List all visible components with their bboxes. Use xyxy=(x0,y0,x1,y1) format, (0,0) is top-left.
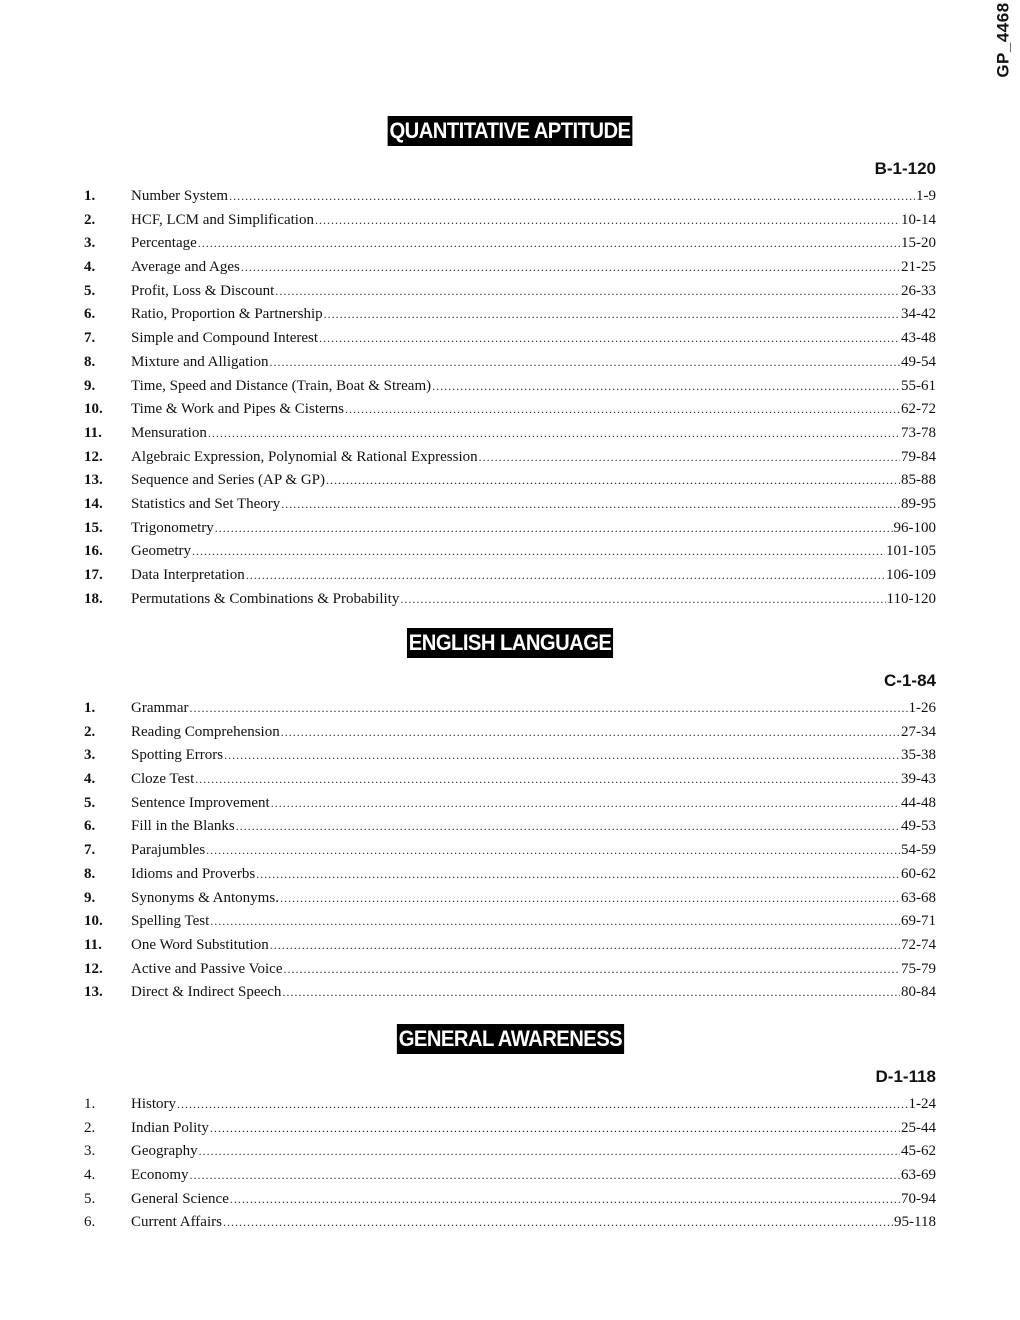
toc-topic: HCF, LCM and Simplification xyxy=(131,211,314,228)
toc-pages: 63-69 xyxy=(901,1167,936,1184)
dot-leader xyxy=(195,768,900,792)
toc-pages: 44-48 xyxy=(901,794,936,811)
toc-topic: Number System xyxy=(131,188,229,204)
section-title: ENGLISH LANGUAGE xyxy=(407,628,613,658)
toc-row xyxy=(84,768,936,792)
toc-topic: General Science xyxy=(131,1190,229,1207)
toc-row xyxy=(84,934,936,958)
toc-number: 5. xyxy=(84,1190,96,1207)
dot-leader xyxy=(324,303,900,327)
toc-pages: 106-109 xyxy=(886,567,936,583)
toc-pages: 43-48 xyxy=(901,330,936,347)
toc-topic: Grammar xyxy=(131,700,189,716)
toc-pages: 60-62 xyxy=(901,865,936,882)
dot-leader xyxy=(256,863,900,887)
toc-topic: Mensuration xyxy=(131,424,207,441)
toc-row xyxy=(84,185,936,209)
toc-number: 13. xyxy=(84,472,103,489)
dot-leader xyxy=(208,422,900,446)
toc-number: 17. xyxy=(84,567,103,583)
toc-pages: 110-120 xyxy=(886,590,936,607)
toc-row xyxy=(84,564,936,588)
toc-topic: Algebraic Expression, Polynomial & Rational Expression xyxy=(131,448,478,465)
toc-pages: 72-74 xyxy=(901,936,936,953)
toc-pages: 55-61 xyxy=(901,377,936,394)
toc-pages: 80-84 xyxy=(901,984,936,1001)
toc-row xyxy=(84,256,936,280)
toc-number: 3. xyxy=(84,747,96,764)
toc-number: 1. xyxy=(84,1096,96,1112)
toc-row xyxy=(84,863,936,887)
toc-row xyxy=(84,1211,936,1235)
dot-leader xyxy=(210,910,900,934)
toc-pages: 70-94 xyxy=(901,1190,936,1207)
toc-pages: 1-24 xyxy=(908,1096,936,1112)
dot-leader xyxy=(281,721,900,745)
toc-row xyxy=(84,398,936,422)
toc-pages: 15-20 xyxy=(901,235,936,252)
dot-leader xyxy=(280,887,900,911)
toc-row xyxy=(84,1140,936,1164)
toc-number: 16. xyxy=(84,543,103,560)
toc-topic: Sentence Improvement xyxy=(131,794,270,811)
toc-number: 5. xyxy=(84,282,96,299)
dot-leader xyxy=(281,493,900,517)
section-quantitative-aptitude xyxy=(84,116,936,611)
toc-topic: Simple and Compound Interest xyxy=(131,330,319,347)
toc-number: 12. xyxy=(84,448,103,465)
toc-pages: 96-100 xyxy=(893,519,936,536)
toc-number: 6. xyxy=(84,1214,96,1231)
dot-leader xyxy=(177,1093,908,1117)
toc-topic: Mixture and Alligation xyxy=(131,353,269,370)
toc-pages: 49-53 xyxy=(901,818,936,835)
toc-pages: 79-84 xyxy=(901,448,936,465)
toc-number: 13. xyxy=(84,984,103,1001)
toc-topic: Sequence and Series (AP & GP) xyxy=(131,472,325,489)
toc-row xyxy=(84,588,936,612)
toc-row xyxy=(84,209,936,233)
toc-row xyxy=(84,446,936,470)
toc-number: 8. xyxy=(84,353,96,370)
toc-topic: Ratio, Proportion & Partnership xyxy=(131,306,323,323)
toc-topic: Current Affairs xyxy=(131,1214,222,1231)
toc-topic: Direct & Indirect Speech xyxy=(131,984,282,1001)
dot-leader xyxy=(192,540,885,564)
toc-topic: Parajumbles xyxy=(131,842,206,859)
toc-topic: Time & Work and Pipes & Cisterns xyxy=(131,401,344,418)
toc-row xyxy=(84,792,936,816)
toc-row xyxy=(84,351,936,375)
section-page-range: B-1-120 xyxy=(874,159,936,178)
toc-pages: 35-38 xyxy=(901,747,936,764)
dot-leader xyxy=(229,185,915,209)
dot-leader xyxy=(282,981,900,1005)
section-title: QUANTITATIVE APTITUDE xyxy=(388,116,633,146)
toc-topic: One Word Substitution xyxy=(131,936,269,953)
toc-topic: Synonyms & Antonyms. xyxy=(131,889,279,906)
dot-leader xyxy=(275,280,900,304)
dot-leader xyxy=(236,815,900,839)
section-page-range: D-1-118 xyxy=(875,1067,936,1086)
section-title-wrap xyxy=(84,116,936,146)
toc-pages: 63-68 xyxy=(901,889,936,906)
dot-leader xyxy=(271,792,900,816)
toc-topic: Time, Speed and Distance (Train, Boat & Stream) xyxy=(131,377,432,394)
section-page-range: C-1-84 xyxy=(884,671,936,690)
dot-leader xyxy=(223,1211,893,1235)
toc-row xyxy=(84,697,936,721)
toc-pages: 27-34 xyxy=(901,723,936,740)
toc-number: 11. xyxy=(84,936,102,953)
dot-leader xyxy=(326,469,900,493)
toc-topic: Permutations & Combinations & Probability xyxy=(131,590,400,607)
toc-topic: Data Interpretation xyxy=(131,567,245,583)
dot-leader xyxy=(198,232,900,256)
toc-number: 9. xyxy=(84,889,96,906)
toc-topic: Fill in the Blanks xyxy=(131,818,235,835)
toc-pages: 69-71 xyxy=(901,913,936,930)
toc-row xyxy=(84,1188,936,1212)
toc-pages: 89-95 xyxy=(901,495,936,512)
toc-row xyxy=(84,422,936,446)
toc-number: 10. xyxy=(84,401,103,418)
toc-pages: 73-78 xyxy=(901,424,936,441)
toc-number: 1. xyxy=(84,188,96,204)
dot-leader xyxy=(246,564,885,588)
dot-leader xyxy=(215,517,893,541)
section-title-wrap xyxy=(84,1024,936,1054)
toc-row xyxy=(84,232,936,256)
dot-leader xyxy=(189,697,907,721)
toc-pages: 21-25 xyxy=(901,259,936,276)
toc-number: 4. xyxy=(84,771,96,788)
dot-leader xyxy=(241,256,900,280)
toc-pages: 75-79 xyxy=(901,960,936,977)
toc-pages: 85-88 xyxy=(901,472,936,489)
toc-pages: 34-42 xyxy=(901,306,936,323)
toc-number: 14. xyxy=(84,495,103,512)
toc-row xyxy=(84,517,936,541)
toc-row xyxy=(84,327,936,351)
toc-number: 2. xyxy=(84,211,96,228)
toc-number: 3. xyxy=(84,235,96,252)
toc-number: 4. xyxy=(84,1167,96,1184)
toc-topic: Profit, Loss & Discount xyxy=(131,282,275,299)
toc-number: 11. xyxy=(84,424,102,441)
dot-leader xyxy=(479,446,900,470)
toc-number: 3. xyxy=(84,1143,96,1160)
dot-leader xyxy=(270,934,900,958)
dot-leader xyxy=(206,839,900,863)
toc-number: 8. xyxy=(84,865,96,882)
document-code-text: GP_4468 xyxy=(994,2,1013,78)
toc-number: 18. xyxy=(84,590,103,607)
toc-pages: 45-62 xyxy=(901,1143,936,1160)
toc-row xyxy=(84,540,936,564)
dot-leader xyxy=(319,327,900,351)
toc-topic: Geography xyxy=(131,1143,198,1160)
toc-row xyxy=(84,744,936,768)
section-title: GENERAL AWARENESS xyxy=(396,1024,623,1054)
toc-number: 10. xyxy=(84,913,103,930)
toc-row xyxy=(84,375,936,399)
toc-row xyxy=(84,1093,936,1117)
toc-topic: Statistics and Set Theory xyxy=(131,495,281,512)
dot-leader xyxy=(199,1140,900,1164)
toc-topic: Economy xyxy=(131,1167,189,1184)
toc-topic: Reading Comprehension xyxy=(131,723,280,740)
section-english-language xyxy=(84,628,936,1005)
toc-number: 6. xyxy=(84,818,96,835)
toc-topic: Spelling Test xyxy=(131,913,210,930)
toc-topic: Idioms and Proverbs xyxy=(131,865,256,882)
dot-leader xyxy=(224,744,900,768)
toc-row xyxy=(84,493,936,517)
toc-list xyxy=(84,185,936,611)
toc-topic: Percentage xyxy=(131,235,197,252)
dot-leader xyxy=(400,588,885,612)
toc-pages: 1-26 xyxy=(908,700,936,716)
toc-number: 7. xyxy=(84,330,96,347)
toc-pages: 10-14 xyxy=(901,211,936,228)
toc-number: 15. xyxy=(84,519,103,536)
dot-leader xyxy=(190,1164,901,1188)
dot-leader xyxy=(210,1117,900,1141)
toc-row xyxy=(84,303,936,327)
toc-topic: Trigonometry xyxy=(131,519,214,536)
toc-topic: Indian Polity xyxy=(131,1119,209,1136)
toc-row xyxy=(84,721,936,745)
dot-leader xyxy=(345,398,900,422)
toc-row xyxy=(84,887,936,911)
toc-number: 4. xyxy=(84,259,96,276)
toc-pages: 1-9 xyxy=(916,188,936,204)
toc-pages: 95-118 xyxy=(894,1214,936,1231)
toc-topic: Active and Passive Voice xyxy=(131,960,283,977)
toc-pages: 54-59 xyxy=(901,842,936,859)
toc-topic: Geometry xyxy=(131,543,191,560)
toc-row xyxy=(84,958,936,982)
toc-pages: 26-33 xyxy=(901,282,936,299)
toc-number: 5. xyxy=(84,794,96,811)
toc-topic: Cloze Test xyxy=(131,771,195,788)
document-code xyxy=(994,0,1014,80)
toc-list xyxy=(84,1093,936,1235)
toc-number: 9. xyxy=(84,377,96,394)
toc-row xyxy=(84,981,936,1005)
toc-pages: 62-72 xyxy=(901,401,936,418)
toc-number: 12. xyxy=(84,960,103,977)
toc-topic: Average and Ages xyxy=(131,259,240,276)
dot-leader xyxy=(269,351,900,375)
toc-number: 7. xyxy=(84,842,96,859)
toc-row xyxy=(84,839,936,863)
toc-row xyxy=(84,1164,936,1188)
toc-pages: 101-105 xyxy=(886,543,936,560)
toc-list xyxy=(84,697,936,1005)
toc-pages: 25-44 xyxy=(901,1119,936,1136)
dot-leader xyxy=(432,375,900,399)
toc-pages: 49-54 xyxy=(901,353,936,370)
toc-row xyxy=(84,910,936,934)
toc-number: 2. xyxy=(84,723,96,740)
toc-number: 2. xyxy=(84,1119,96,1136)
toc-number: 6. xyxy=(84,306,96,323)
toc-number: 1. xyxy=(84,700,96,716)
toc-topic: Spotting Errors xyxy=(131,747,224,764)
dot-leader xyxy=(230,1188,900,1212)
dot-leader xyxy=(315,209,900,233)
toc-row xyxy=(84,280,936,304)
section-title-wrap xyxy=(84,628,936,658)
toc-row xyxy=(84,469,936,493)
section-general-awareness xyxy=(84,1024,936,1235)
toc-row xyxy=(84,1117,936,1141)
toc-pages: 39-43 xyxy=(901,771,936,788)
toc-topic: History xyxy=(131,1096,176,1112)
toc-row xyxy=(84,815,936,839)
dot-leader xyxy=(284,958,900,982)
